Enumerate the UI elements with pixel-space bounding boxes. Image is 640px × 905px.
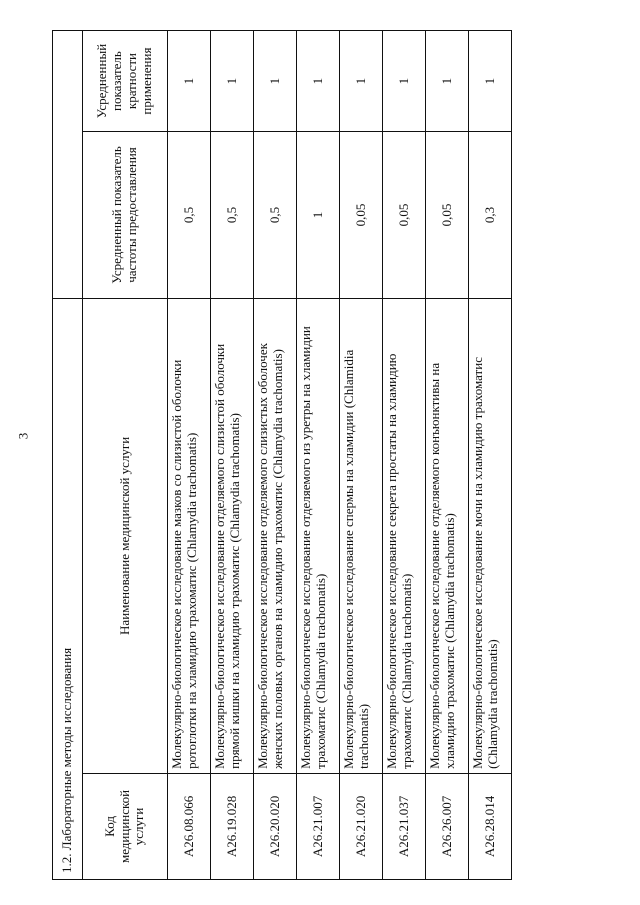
header-multiplicity: Усредненный показатель кратности применения xyxy=(83,31,168,132)
frequency-value: 0,05 xyxy=(340,132,383,299)
section-row xyxy=(53,31,83,880)
table-row xyxy=(254,31,297,880)
multiplicity-value: 1 xyxy=(469,31,512,132)
table-row xyxy=(211,31,254,880)
page-number: 3 xyxy=(15,432,31,440)
frequency-value: 0,5 xyxy=(168,132,211,299)
service-name: Молекулярно-биологическое исследование отделяемого слизистых оболочек женских половых органов на хламидию трахоматис (Chlamydia trachomatis) xyxy=(254,298,297,773)
multiplicity-value: 1 xyxy=(340,31,383,132)
service-name: Молекулярно-биологическое исследование спермы на хламидии (Chlamidia trachomatis) xyxy=(340,298,383,773)
lab-methods-table xyxy=(52,30,512,880)
table-row xyxy=(426,31,469,880)
table-row xyxy=(340,31,383,880)
table-row xyxy=(469,31,512,880)
service-name: Молекулярно-биологическое исследование отделяемого конъюнктивы на хламидию трахоматис (Chlamydia trachomatis) xyxy=(426,298,469,773)
header-name: Наименование медицинской услуги xyxy=(83,298,168,773)
service-code: A26.21.020 xyxy=(340,773,383,879)
service-code: A26.19.028 xyxy=(211,773,254,879)
multiplicity-value: 1 xyxy=(168,31,211,132)
header-frequency: Усредненный показатель частоты предоставления xyxy=(83,132,168,299)
multiplicity-value: 1 xyxy=(426,31,469,132)
frequency-value: 0,5 xyxy=(254,132,297,299)
multiplicity-value: 1 xyxy=(383,31,426,132)
header-code: Код медицинской услуги xyxy=(83,773,168,879)
section-empty-cell xyxy=(53,31,83,299)
multiplicity-value: 1 xyxy=(254,31,297,132)
service-name: Молекулярно-биологическое исследование мочи на хламидию трахоматис (Chlamydia trachomatis) xyxy=(469,298,512,773)
service-code: A26.21.007 xyxy=(297,773,340,879)
frequency-value: 0,05 xyxy=(426,132,469,299)
frequency-value: 0,05 xyxy=(383,132,426,299)
frequency-value: 0,5 xyxy=(211,132,254,299)
header-row xyxy=(83,31,168,880)
service-name: Молекулярно-биологическое исследование мазков со слизистой оболочки ротоглотки на хламидию трахоматис (Chlamydia trachomatis) xyxy=(168,298,211,773)
service-name: Молекулярно-биологическое исследование отделяемого слизистой оболочки прямой кишки на хламидию трахоматис (Chlamydia trachomatis) xyxy=(211,298,254,773)
table-row xyxy=(297,31,340,880)
section-title: 1.2. Лабораторные методы исследования xyxy=(53,298,83,879)
service-code: A26.08.066 xyxy=(168,773,211,879)
service-code: A26.21.037 xyxy=(383,773,426,879)
frequency-value: 0,3 xyxy=(469,132,512,299)
multiplicity-value: 1 xyxy=(297,31,340,132)
service-name: Молекулярно-биологическое исследование секрета простаты на хламидию трахоматис (Chlamydia trachomatis) xyxy=(383,298,426,773)
multiplicity-value: 1 xyxy=(211,31,254,132)
service-code: A26.20.020 xyxy=(254,773,297,879)
table-row xyxy=(383,31,426,880)
service-code: A26.26.007 xyxy=(426,773,469,879)
service-name: Молекулярно-биологическое исследование отделяемого из уретры на хламидии трахоматис (Chlamydia trachomatis) xyxy=(297,298,340,773)
table-row xyxy=(168,31,211,880)
services-table-container xyxy=(52,30,512,880)
service-code: A26.28.014 xyxy=(469,773,512,879)
frequency-value: 1 xyxy=(297,132,340,299)
